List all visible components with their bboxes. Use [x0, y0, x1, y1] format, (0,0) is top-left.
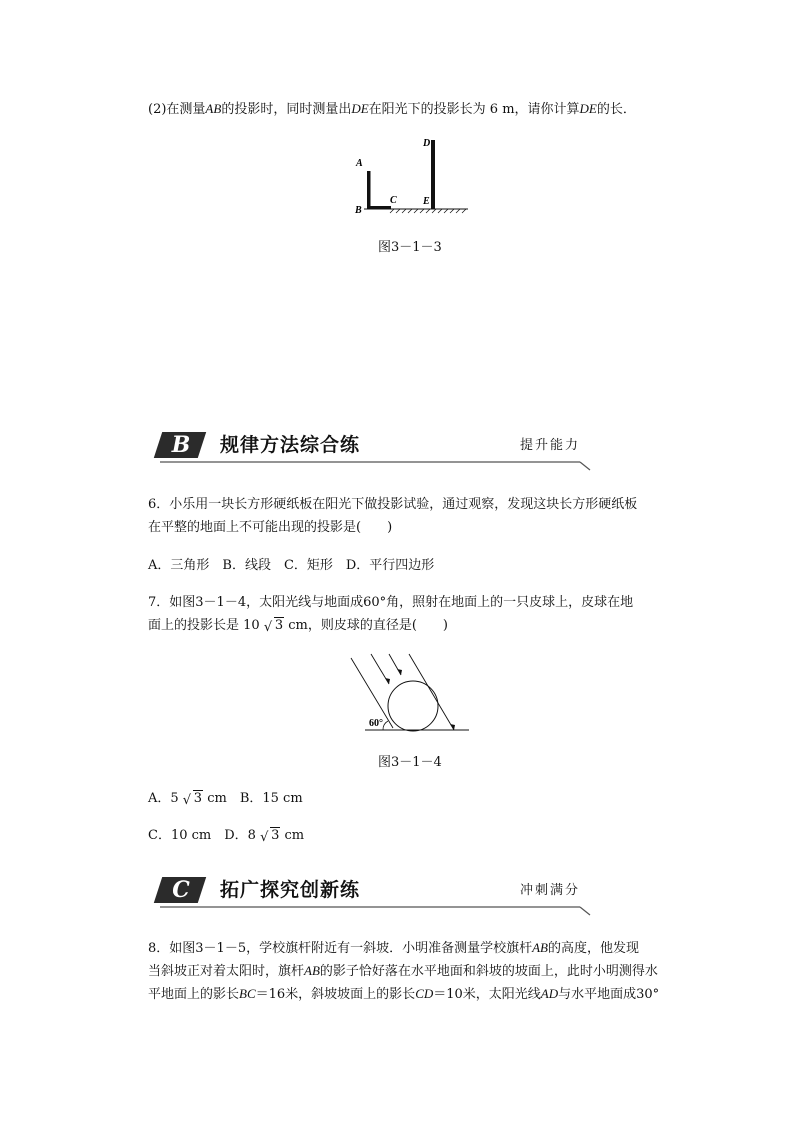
- section-b-title: 规律方法综合练: [220, 434, 361, 456]
- label-c: C: [390, 195, 397, 206]
- q6-line2: 在平整的地面上不可能出现的投影是( ): [148, 520, 393, 535]
- var-bc: BC: [239, 986, 256, 1001]
- var-de: DE: [351, 101, 369, 116]
- var-ab: AB: [532, 940, 548, 955]
- q5-part2-text: [148, 98, 636, 121]
- q8-line3-suffix: 与水平地面成30°: [558, 987, 660, 1002]
- section-b-tag: 提升能力: [519, 438, 580, 453]
- var-cd: CD: [415, 986, 434, 1001]
- q7-line2-suffix: cm，则皮球的直径是( ): [284, 618, 448, 633]
- q6-line1: 6．小乐用一块长方形硬纸板在阳光下做投影试验，通过观察，发现这块长方形硬纸板: [148, 497, 638, 512]
- section-c-banner: [150, 875, 596, 915]
- sqrt-radicand: 3: [274, 618, 284, 633]
- q8-line2: [148, 960, 658, 983]
- figure-3-1-4: [345, 650, 475, 738]
- q8-line3-prefix: 平地面上的影长: [148, 987, 240, 1002]
- label-b: B: [355, 205, 362, 216]
- section-c-underline: [150, 905, 596, 917]
- section-b-underline: [150, 460, 596, 472]
- figure-3-1-3: [350, 130, 480, 220]
- sqrt-symbol: √ 3: [263, 618, 284, 635]
- q8-line3-mid1: ＝16米，斜坡坡面上的影长: [255, 987, 416, 1002]
- figure-3-1-3-caption: 图3－1－3: [378, 240, 442, 255]
- section-c-letter: C: [172, 877, 190, 903]
- q8-line3: [148, 983, 659, 1006]
- q8-line1: [148, 937, 639, 960]
- var-de-2: DE: [579, 101, 597, 116]
- var-ab: AB: [205, 101, 222, 116]
- q7-opt-a-suffix: cm B．15 cm: [203, 791, 303, 806]
- section-b-letter: B: [171, 432, 191, 458]
- label-d: D: [423, 138, 431, 149]
- q8-line1-prefix: 8．如图3－1－5，学校旗杆附近有一斜坡．小明准备测量学校旗杆: [148, 941, 533, 956]
- label-a: A: [356, 158, 363, 169]
- pole-ab: [367, 171, 371, 209]
- q7-options-cd: [148, 825, 304, 847]
- q5-text-mid2: 在阳光下的投影长为 6 m，请你计算: [368, 102, 580, 117]
- pole-de: [431, 140, 435, 209]
- q8-line2-suffix: 的影子恰好落在水平地面和斜坡的坡面上，此时小明测得水: [319, 964, 658, 979]
- var-ad: AD: [540, 986, 559, 1001]
- q5-text-prefix: (2)在测量: [148, 102, 206, 117]
- label-e: E: [423, 196, 430, 207]
- ground-hatching: [390, 209, 466, 213]
- ray-arrowheads: [385, 669, 455, 730]
- section-c-tag: 冲刺满分: [519, 883, 580, 898]
- angle-arc: [383, 721, 388, 730]
- q7-opt-a-prefix: A．5: [148, 791, 183, 806]
- q8-line1-suffix: 的高度，他发现: [547, 941, 639, 956]
- var-ab: AB: [304, 963, 320, 978]
- sqrt-radicand: 3: [193, 791, 203, 806]
- sqrt-symbol: √ 3: [260, 828, 280, 845]
- angle-label: 60°: [369, 718, 383, 729]
- section-c-title: 拓广探究创新练: [220, 879, 361, 901]
- q7-line1: 7．如图3－1－4，太阳光线与地面成60°角，照射在地面上的一只皮球上，皮球在地: [148, 595, 634, 610]
- shadow-bc: [367, 206, 391, 210]
- q7-opt-c-prefix: C．10 cm D．8: [148, 828, 261, 843]
- q7-options-ab: [148, 788, 303, 810]
- q8-line3-mid2: ＝10米，太阳光线: [433, 987, 541, 1002]
- q7-line2: [148, 615, 448, 637]
- sqrt-radicand: 3: [271, 828, 280, 843]
- q7-opt-c-suffix: cm: [280, 828, 305, 843]
- q5-text-mid1: 的投影时，同时测量出: [221, 102, 352, 117]
- section-b-banner: [150, 430, 596, 470]
- figure-3-1-4-caption: 图3－1－4: [378, 755, 442, 770]
- q6-options: A．三角形 B．线段 C．矩形 D．平行四边形: [148, 558, 435, 573]
- ball-circle: [388, 681, 438, 731]
- q8-line2-prefix: 当斜坡正对着太阳时，旗杆: [148, 964, 305, 979]
- q7-line2-prefix: 面上的投影长是 10: [148, 618, 264, 633]
- sun-rays: [351, 654, 454, 730]
- sqrt-symbol: √ 3: [182, 791, 203, 808]
- q5-text-suffix: 的长．: [596, 102, 636, 117]
